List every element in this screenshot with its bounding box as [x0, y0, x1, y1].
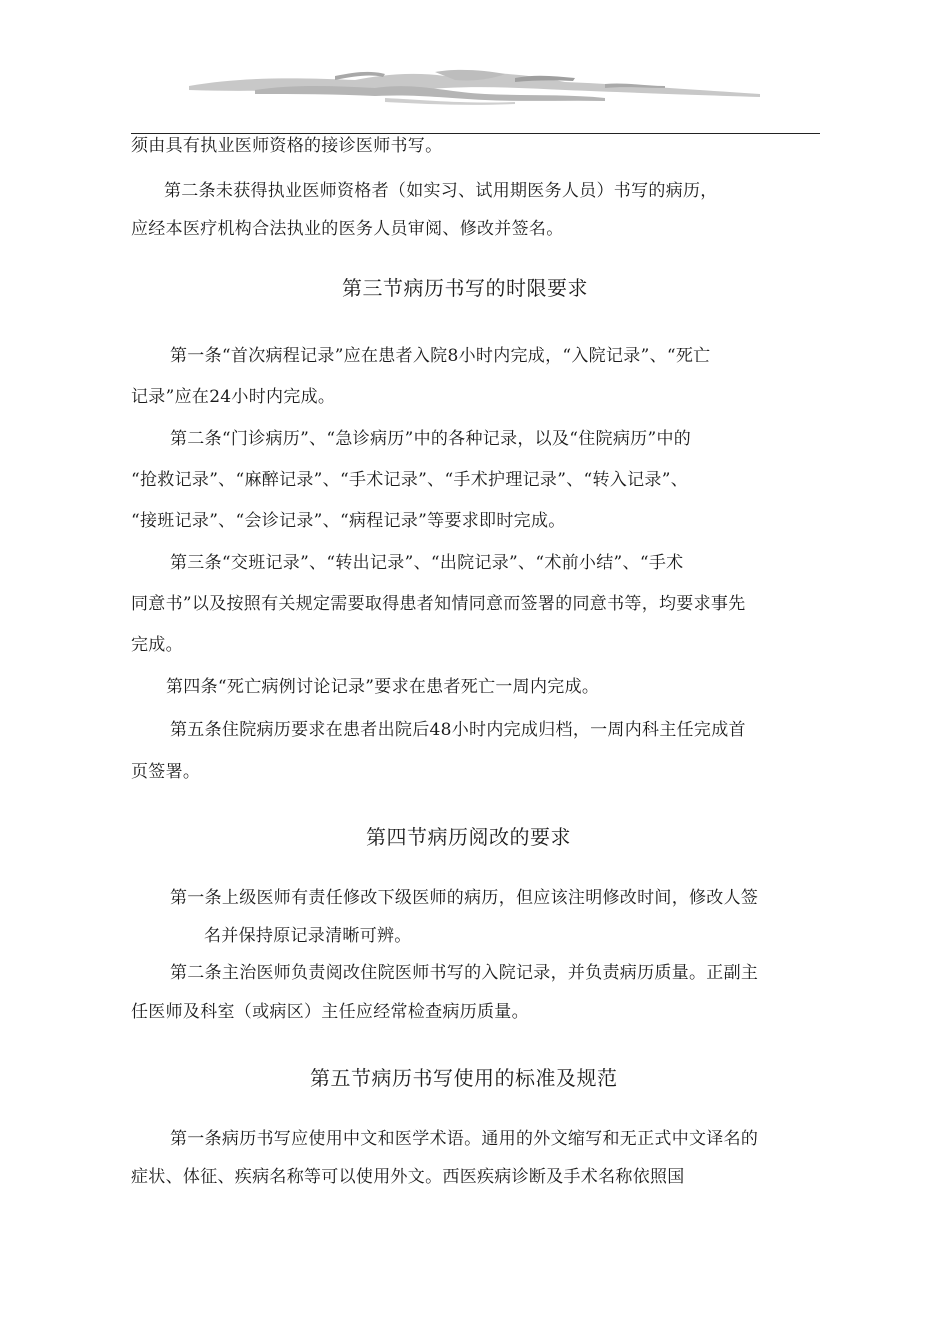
- header-rule: [131, 133, 820, 134]
- body-line: “接班记录”、“会诊记录”、“病程记录”等要求即时完成。: [131, 511, 566, 531]
- body-line: 完成。: [131, 635, 183, 655]
- body-line: 第二条主治医师负责阅改住院医师书写的入院记录，并负责病历质量。正副主: [170, 963, 759, 983]
- body-line: 记录”应在24小时内完成。: [131, 387, 336, 407]
- body-line: 第二条未获得执业医师资格者（如实习、试用期医务人员）书写的病历，: [164, 181, 718, 201]
- body-line: 症状、体征、疾病名称等可以使用外文。西医疾病诊断及手术名称依照国: [131, 1167, 685, 1187]
- body-line: 同意书”以及按照有关规定需要取得患者知情同意而签署的同意书等，均要求事先: [131, 594, 746, 614]
- body-line: 第一条上级医师有责任修改下级医师的病历，但应该注明修改时间，修改人签: [170, 888, 759, 908]
- section-heading: 第四节病历阅改的要求: [366, 825, 571, 849]
- body-line: 须由具有执业医师资格的接诊医师书写。: [131, 136, 443, 156]
- section-heading: 第三节病历书写的时限要求: [342, 276, 588, 300]
- body-line: 第四条“死亡病例讨论记录”要求在患者死亡一周内完成。: [166, 677, 600, 697]
- body-line: 第三条“交班记录”、“转出记录”、“出院记录”、“术前小结”、“手术: [170, 553, 684, 573]
- body-line: 任医师及科室（或病区）主任应经常检查病历质量。: [131, 1002, 529, 1022]
- body-line: “抢救记录”、“麻醉记录”、“手术记录”、“手术护理记录”、“转入记录”、: [131, 470, 689, 490]
- body-line: 应经本医疗机构合法执业的医务人员审阅、修改并签名。: [131, 219, 564, 239]
- section-heading: 第五节病历书写使用的标准及规范: [310, 1066, 618, 1090]
- body-line: 第一条病历书写应使用中文和医学术语。通用的外文缩写和无正式中文译名的: [170, 1129, 759, 1149]
- brush-stroke-decoration-icon: [185, 64, 765, 110]
- body-line: 第一条“首次病程记录”应在患者入院8小时内完成，“入院记录”、“死亡: [170, 346, 711, 366]
- body-line: 页签署。: [131, 762, 201, 782]
- body-line: 名并保持原记录清晰可辨。: [204, 926, 412, 946]
- body-line: 第五条住院病历要求在患者出院后48小时内完成归档，一周内科主任完成首: [170, 720, 746, 740]
- body-line: 第二条“门诊病历”、“急诊病历”中的各种记录，以及“住院病历”中的: [170, 429, 692, 449]
